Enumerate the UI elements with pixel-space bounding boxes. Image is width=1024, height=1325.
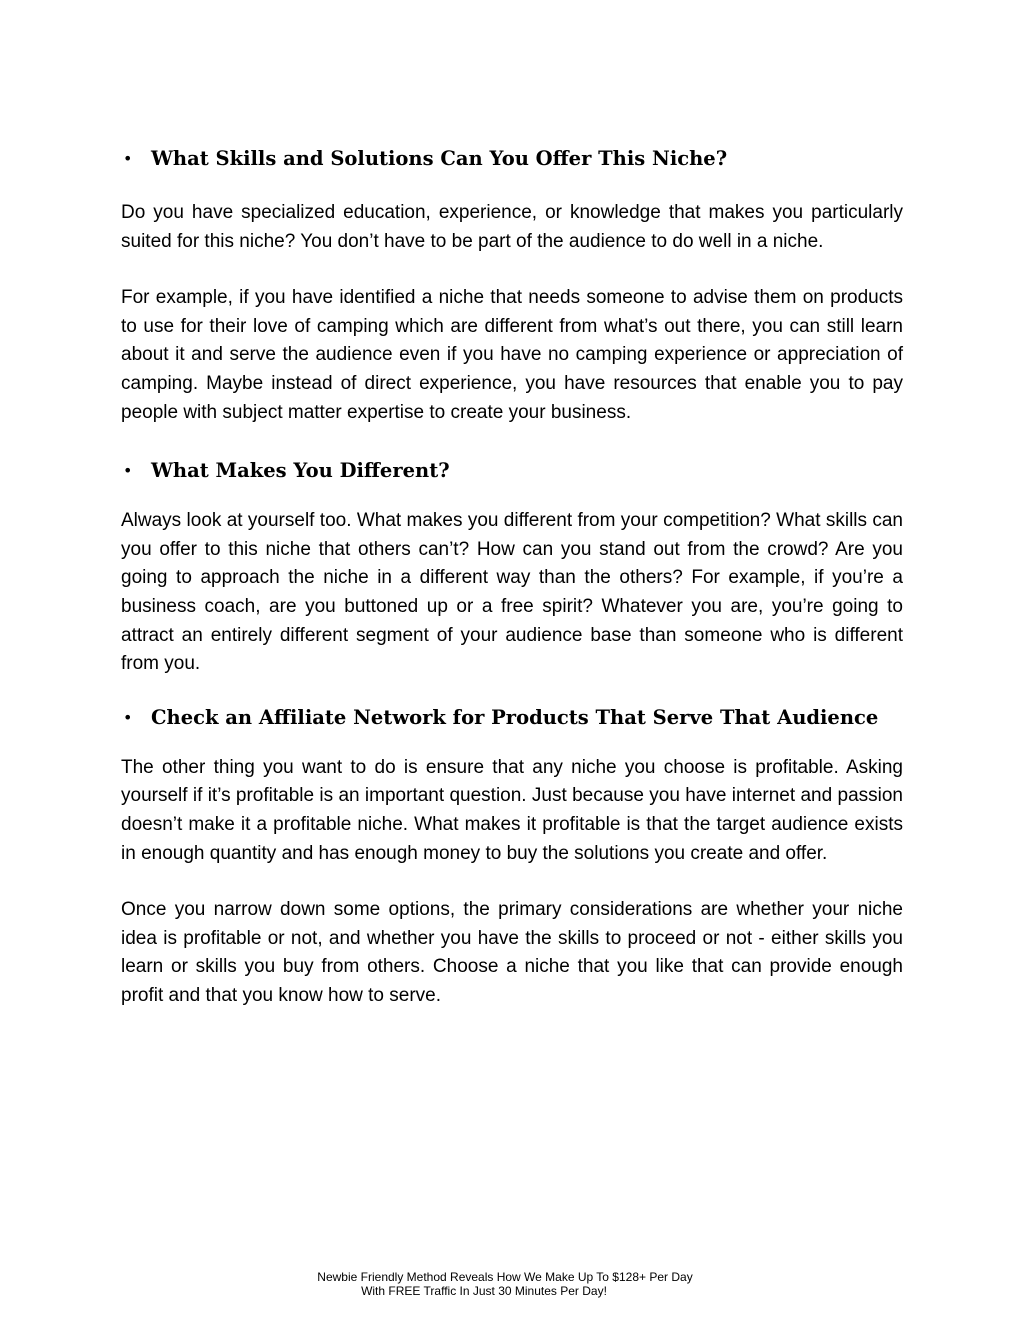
- heading-text: Check an Affiliate Network for Products That Serve That Audience: [151, 705, 879, 729]
- section-heading-different: [121, 457, 903, 485]
- footer-line-1: Newbie Friendly Method Reveals How We Make Up To $128+ Per Day: [317, 1270, 693, 1284]
- page-footer: [0, 1270, 1024, 1298]
- footer-line-2: With FREE Traffic In Just 30 Minutes Per Day!: [361, 1284, 607, 1298]
- section-heading-skills: [121, 145, 903, 173]
- heading-text: What Makes You Different?: [151, 459, 450, 483]
- bullet-icon: •: [123, 149, 133, 168]
- section-heading-affiliate: [121, 704, 903, 732]
- paragraph: Always look at yourself too. What makes you different from your competition? What skills can you offer to this niche that others can’t? How can you stand out from the crowd? Are you going to approach the niche in a different way than the others? For example, if you’re a business coach, are you buttoned up or a free spirit? Whatever you are, you’re going to attract an entirely different segment of your audience base than someone who is different from you.: [121, 510, 903, 675]
- paragraph: Do you have specialized education, experience, or knowledge that makes you particularly suited for this niche? You don’t have to be part of the audience to do well in a niche.: [121, 202, 903, 252]
- heading-text: What Skills and Solutions Can You Offer This Niche?: [151, 147, 728, 170]
- paragraph: Once you narrow down some options, the primary considerations are whether your niche idea is profitable or not, and whether you have the skills to proceed or not - either skills you learn or skills you buy from others. Choose a niche that you like that can provide enough profit and that you know how to serve.: [121, 899, 903, 1006]
- bullet-icon: •: [123, 707, 133, 727]
- bullet-icon: •: [123, 461, 133, 481]
- paragraph: The other thing you want to do is ensure that any niche you choose is profitable. Asking yourself if it’s profitable is an important question. Just because you have internet and passion doesn’t make it a profitable niche. What makes it profitable is that the target audience exists in enough quantity and has enough money to buy the solutions you create and offer.: [121, 756, 903, 864]
- paragraph: For example, if you have identified a niche that needs someone to advise them on products to use for their love of camping which are different from what’s out there, you can still learn about it and serve the audience even if you have no camping experience or appreciation of camping. Maybe instead of direct experience, you have resources that enable you to pay people with subject matter expertise to create your business.: [121, 287, 903, 423]
- document-page: [121, 143, 903, 1010]
